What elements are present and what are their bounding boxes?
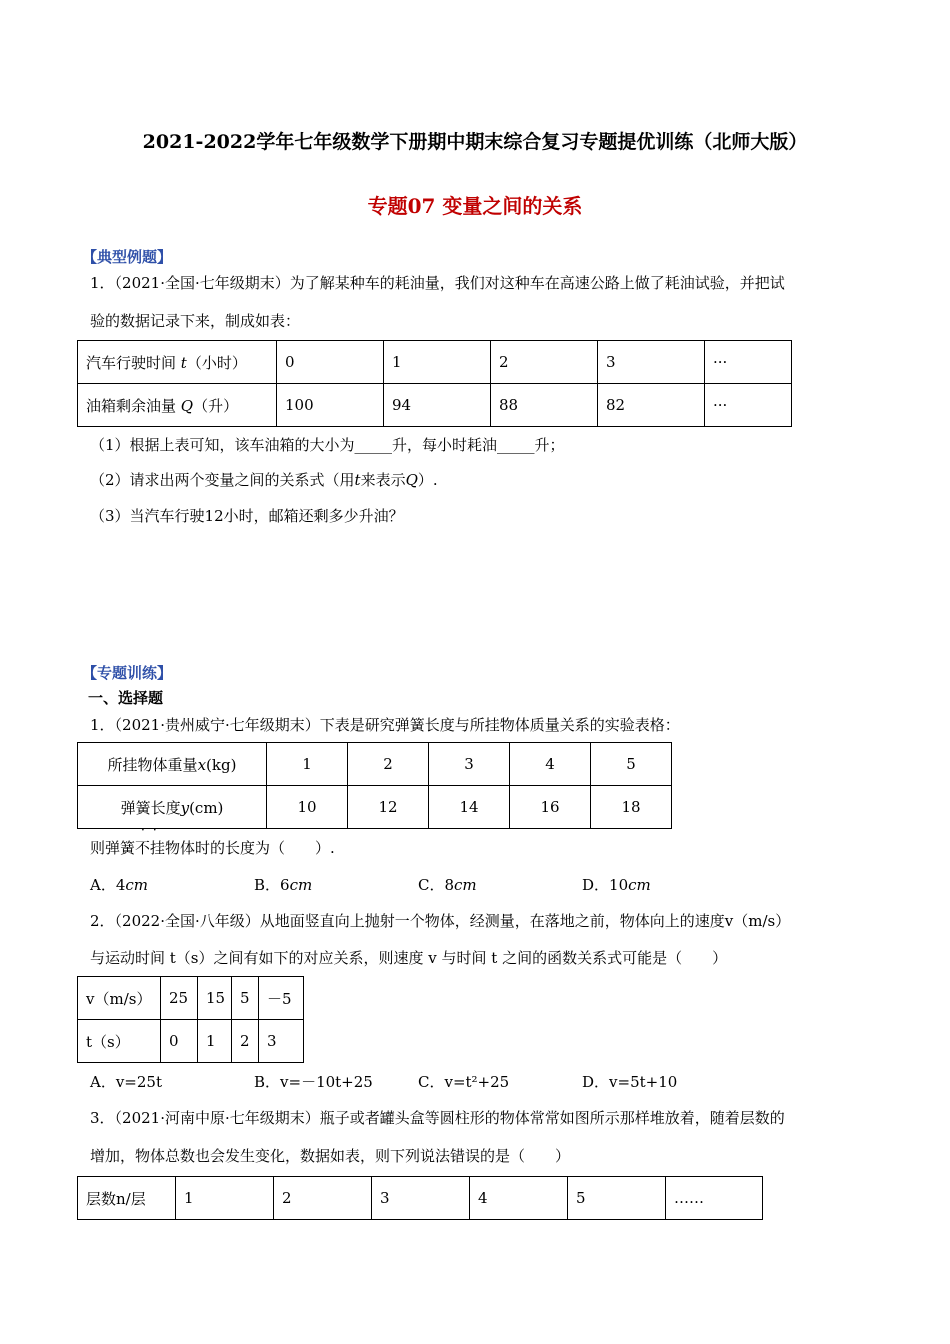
table-cell: ···	[705, 341, 792, 384]
table-cell: －5	[259, 977, 304, 1020]
table-cell: 2	[348, 743, 429, 786]
s2-q1-stem: 1．（2021·贵州威宁·七年级期末）下表是研究弹簧长度与所挂物体质量关系的实验表格：	[90, 716, 680, 734]
table-row	[78, 341, 792, 384]
table-row	[78, 743, 672, 786]
section-heading-examples: 【典型例题】	[82, 248, 173, 266]
table-cell: 12	[348, 786, 429, 829]
table-cell: 10	[267, 786, 348, 829]
q1-stem-line2: 验的数据记录下来，制成如表：	[90, 312, 301, 330]
s2-q1-ask: 则弹簧不挂物体时的长度为（ ）.	[90, 839, 335, 857]
table-cell: 2	[491, 341, 598, 384]
table-cell: 3	[372, 1177, 470, 1220]
fuel-table	[77, 340, 792, 427]
table-row	[78, 977, 304, 1020]
table-cell: ……	[666, 1177, 763, 1220]
table-cell: 25	[161, 977, 198, 1020]
s2-q2-line2: 与运动时间 t（s）之间有如下的对应关系，则速度 v 与时间 t 之间的函数关系式可能是（ ）	[90, 949, 728, 967]
s2-q2-option-c: C．v=t²+25	[418, 1073, 510, 1091]
table-row	[78, 1177, 763, 1220]
table-cell: 16	[510, 786, 591, 829]
table-cell: 0	[161, 1020, 198, 1063]
table-cell: 0	[277, 341, 384, 384]
table-cell: 94	[384, 384, 491, 427]
s2-q2-option-d: D．v=5t+10	[582, 1073, 678, 1091]
s2-q3-line2: 增加，物体总数也会发生变化，数据如表，则下列说法错误的是（ ）	[90, 1147, 571, 1165]
table-row	[78, 384, 792, 427]
table-cell: 4	[510, 743, 591, 786]
s2-q1-option-b: B．6cm	[254, 876, 313, 894]
s2-q1-option-d: D．10cm	[582, 876, 651, 894]
table-cell: 弹簧长度y(cm)	[78, 786, 267, 829]
s2-q3-line1: 3．（2021·河南中原·七年级期末）瓶子或者罐头盒等圆柱形的物体常常如图所示那样堆放着，随着层数的	[90, 1109, 785, 1127]
table-cell: 汽车行驶时间 t（小时）	[78, 341, 277, 384]
table-cell: 14	[429, 786, 510, 829]
table-cell: 1	[176, 1177, 274, 1220]
table-cell: 3	[429, 743, 510, 786]
table-cell: t（s）	[78, 1020, 161, 1063]
table-cell: 18	[591, 786, 672, 829]
table-cell: v（m/s）	[78, 977, 161, 1020]
table-cell: 82	[598, 384, 705, 427]
table-row	[78, 786, 672, 829]
table-cell: 1	[267, 743, 348, 786]
q1-sub2: （2）请求出两个变量之间的关系式（用t来表示Q）.	[90, 471, 438, 489]
s2-q1-option-c: C．8cm	[418, 876, 477, 894]
table-cell: 100	[277, 384, 384, 427]
table-cell: 2	[274, 1177, 372, 1220]
part-heading-choice: 一、选择题	[88, 689, 164, 707]
table-cell: 15	[198, 977, 232, 1020]
table-cell: 层数n/层	[78, 1177, 176, 1220]
table-cell: 油箱剩余油量 Q（升）	[78, 384, 277, 427]
table-row	[78, 1020, 304, 1063]
table-cell: ···	[705, 384, 792, 427]
table-cell: 88	[491, 384, 598, 427]
table-cell: 1	[198, 1020, 232, 1063]
table-cell: 4	[470, 1177, 568, 1220]
s2-q2-option-a: A．v=25t	[90, 1073, 162, 1091]
q1-stem-line1: 1．（2021·全国·七年级期末）为了解某种车的耗油量，我们对这种车在高速公路上做了耗油试验，并把试	[90, 274, 785, 292]
s2-q2-line1: 2．（2022·全国·八年级）从地面竖直向上抛射一个物体，经测量，在落地之前，物体向上的速度v（m/s）	[90, 912, 791, 930]
section-heading-training: 【专题训练】	[82, 664, 173, 682]
table-cell: 所挂物体重量x(kg)	[78, 743, 267, 786]
table-cell: 5	[568, 1177, 666, 1220]
q1-sub1: （1）根据上表可知，该车油箱的大小为_____升，每小时耗油_____升；	[90, 436, 565, 454]
table-cell: 3	[259, 1020, 304, 1063]
layers-table	[77, 1176, 763, 1220]
velocity-table	[77, 976, 304, 1063]
spring-table	[77, 742, 672, 829]
emphasis-dots: ··	[141, 823, 165, 837]
table-cell: 3	[598, 341, 705, 384]
table-cell: 2	[232, 1020, 259, 1063]
s2-q1-option-a: A．4cm	[90, 876, 149, 894]
topic-title: 专题07 变量之间的关系	[367, 194, 583, 218]
page-title: 2021-2022学年七年级数学下册期中期末综合复习专题提优训练（北师大版）	[142, 131, 808, 153]
table-cell: 5	[591, 743, 672, 786]
table-cell: 1	[384, 341, 491, 384]
q1-sub3: （3）当汽车行驶12小时，邮箱还剩多少升油？	[90, 507, 404, 525]
table-cell: 5	[232, 977, 259, 1020]
s2-q2-option-b: B．v=－10t+25	[254, 1073, 373, 1091]
